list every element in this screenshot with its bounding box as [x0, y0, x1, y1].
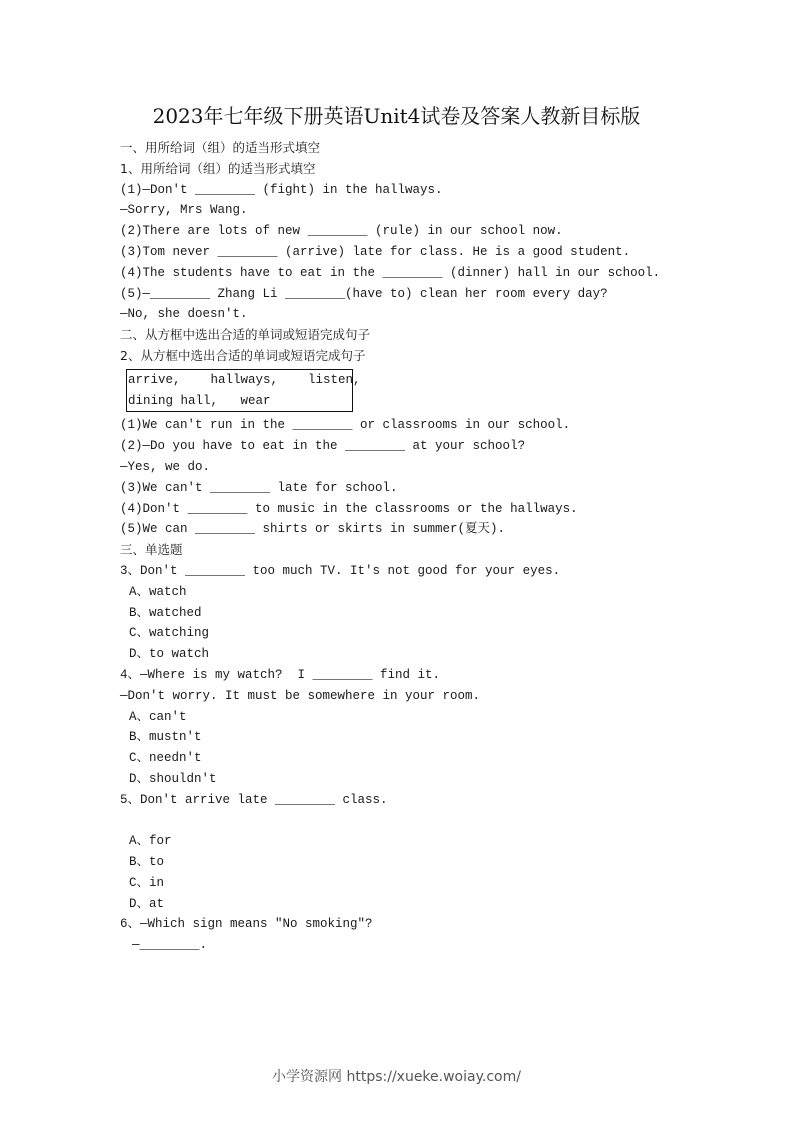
word-bank-line: dining hall, wear	[128, 393, 271, 408]
section-heading-3: 三、单选题	[120, 542, 183, 558]
q3-option-d: D、to watch	[129, 647, 210, 662]
q2-line: (4)Don't ________ to music in the classrooms or the hallways.	[120, 501, 578, 516]
question-5-stem: 5、Don't arrive late ________ class.	[120, 792, 388, 807]
q4-option-a: A、can't	[129, 709, 187, 724]
document-body	[120, 138, 680, 956]
q2-line: (3)We can't ________ late for school.	[120, 480, 398, 495]
q6-answer-line: —________.	[132, 938, 208, 953]
question-4-stem-2: —Don't worry. It must be somewhere in your room.	[120, 688, 481, 703]
q1-line: (2)There are lots of new ________ (rule) in our school now.	[120, 224, 563, 239]
q3-option-a: A、watch	[129, 584, 187, 599]
q2-line: (5)We can ________ shirts or skirts in summer(夏天).	[120, 522, 506, 537]
blank-spacer	[120, 811, 680, 832]
q4-option-d: D、shouldn't	[129, 771, 217, 786]
word-bank-box	[126, 369, 361, 413]
q1-line: (5)—________ Zhang Li ________(have to) clean her room every day?	[120, 286, 608, 301]
q5-option-a: A、for	[129, 834, 172, 849]
question-6-stem: 6、—Which sign means "No smoking"?	[120, 917, 373, 932]
q5-option-b: B、to	[129, 855, 165, 870]
q1-line: (4)The students have to eat in the ________ (dinner) hall in our school.	[120, 265, 661, 280]
word-bank-line: arrive, hallways, listen,	[128, 372, 361, 387]
question-1-title: 1、用所给词（组）的适当形式填空	[120, 160, 316, 176]
page-title: 2023年七年级下册英语Unit4试卷及答案人教新目标版	[152, 104, 641, 128]
q2-line: (2)—Do you have to eat in the ________ at your school?	[120, 439, 526, 454]
section-heading-2: 二、从方框中选出合适的单词或短语完成句子	[120, 327, 371, 343]
q2-line: —Yes, we do.	[120, 459, 211, 474]
q1-line: (1)—Don't ________ (fight) in the hallways.	[120, 182, 443, 197]
footer-watermark: 小学资源网 https://xueke.woiay.com/	[272, 1069, 521, 1085]
q1-line: (3)Tom never ________ (arrive) late for class. He is a good student.	[120, 244, 631, 259]
q2-line: (1)We can't run in the ________ or classrooms in our school.	[120, 418, 571, 433]
q1-line: —Sorry, Mrs Wang.	[120, 203, 248, 218]
q5-option-c: C、in	[129, 875, 165, 890]
q3-option-c: C、watching	[129, 626, 210, 641]
q1-line: —No, she doesn't.	[120, 307, 248, 322]
question-2-title: 2、从方框中选出合适的单词或短语完成句子	[120, 347, 366, 363]
section-heading-1: 一、用所给词（组）的适当形式填空	[120, 140, 321, 155]
question-4-stem: 4、—Where is my watch? I ________ find it.	[120, 667, 441, 682]
q5-option-d: D、at	[129, 896, 165, 911]
question-3-stem: 3、Don't ________ too much TV. It's not good for your eyes.	[120, 563, 561, 578]
q4-option-c: C、needn't	[129, 751, 202, 766]
q3-option-b: B、watched	[129, 605, 202, 620]
q4-option-b: B、mustn't	[129, 730, 202, 745]
